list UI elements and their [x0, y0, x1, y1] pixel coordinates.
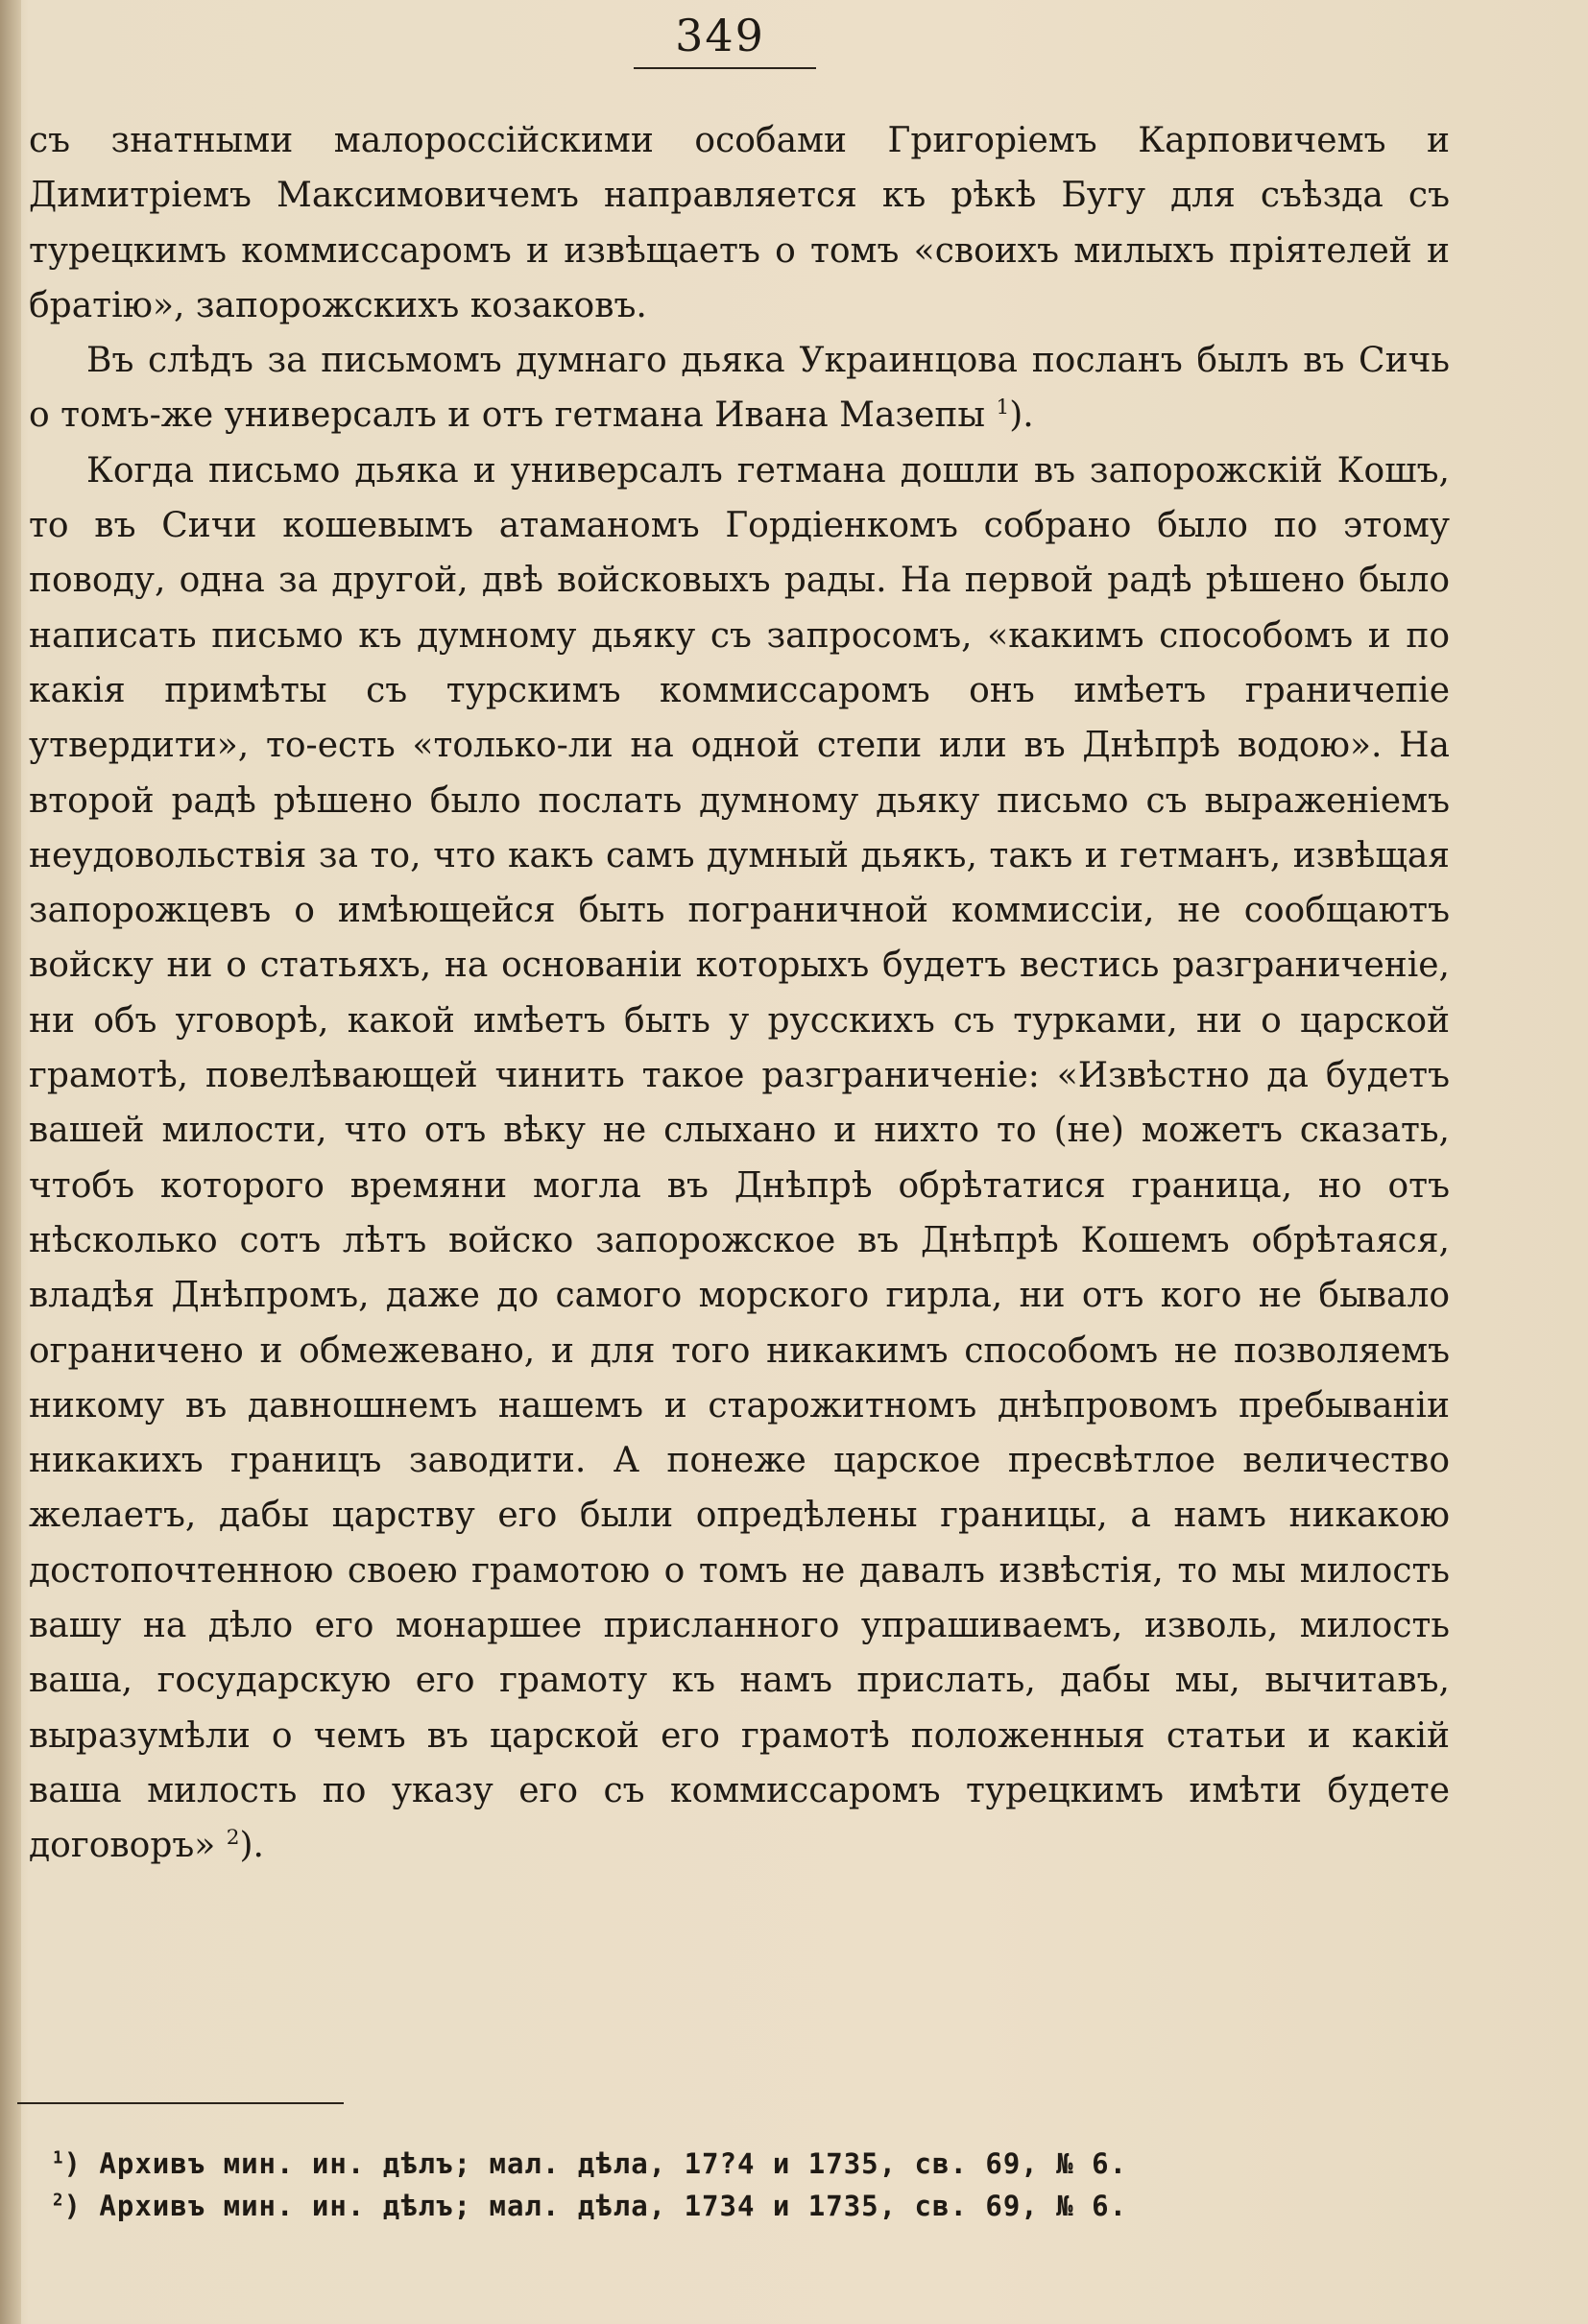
footnote-ref-1[interactable]: 1: [996, 395, 1010, 420]
page-number: 349: [675, 10, 765, 61]
footnote-text: ) Архивъ мин. ин. дѣлъ; мал. дѣла, 1734 и 1735, св. 69, № 6.: [63, 2190, 1128, 2222]
header-rule: [634, 67, 816, 69]
paragraph-2: [29, 333, 1450, 443]
footnote-mark: 1: [53, 2148, 64, 2168]
paragraph-1: [29, 113, 1450, 333]
paragraph-text: съ знатными малороссійскими особами Григоріемъ Карповичемъ и Димитріемъ Максимовичемъ направляется къ рѣкѣ Бугу для съѣзда съ турецкимъ коммиссаромъ и извѣщаетъ о томъ «своихъ милыхъ пріятелей и братію», запорожскихъ козаковъ.: [29, 121, 1450, 325]
paragraph-text-tail: ).: [239, 1826, 264, 1866]
footnote-mark: 2: [53, 2191, 64, 2211]
paragraph-text-tail: ).: [1009, 395, 1034, 436]
footnote-rule: [17, 2102, 344, 2104]
footnote-text: ) Архивъ мин. ин. дѣлъ; мал. дѣла, 17?4 и 1735, св. 69, № 6.: [63, 2147, 1128, 2180]
footnotes: [53, 2143, 1397, 2227]
body-text: [29, 113, 1450, 1874]
footnote-1: [53, 2143, 1397, 2185]
paragraph-text: Въ слѣдъ за письмомъ думнаго дьяка Украинцова посланъ былъ въ Сичь о томъ-же универсалъ и отъ гетмана Ивана Мазепы: [29, 341, 1450, 436]
paragraph-3: [29, 443, 1450, 1874]
paragraph-text: Когда письмо дьяка и универсалъ гетмана дошли въ запорожскій Кошъ, то въ Сичи кошевымъ атаманомъ Гордіенкомъ собрано было по этому поводу, одна за другой, двѣ войсковыхъ рады. На первой радѣ рѣшено было написать письмо къ думному дьяку съ запросомъ, «какимъ способомъ и по какія примѣты съ турскимъ коммиссаромъ онъ имѣетъ граничепіе утвердити», то-есть «только-ли на одной степи или въ Днѣпрѣ водою». На второй радѣ рѣшено было послать думному дьяку письмо съ выраженіемъ неудовольствія за то, что какъ самъ думный дьякъ, такъ и гетманъ, извѣщая запорожцевъ о имѣющейся быть пограничной коммиссіи, не сообщаютъ войску ни о статьяхъ, на основаніи которыхъ будетъ вестись разграниченіе, ни объ уговорѣ, какой имѣетъ быть у русскихъ съ турками, ни о царской грамотѣ, повелѣвающей чинить такое разграниченіе: «Извѣстно да будетъ вашей милости, что отъ вѣку не слыхано и нихто то (не) можетъ сказать, чтобъ которого времяни могла въ Днѣпрѣ обрѣтатися граница, но отъ нѣсколько сотъ лѣтъ войско запорожское въ Днѣпрѣ Кошемъ обрѣтаяся, владѣя Днѣпромъ, даже до самого морского гирла, ни отъ кого не бывало ограничено и обмежевано, и для того никакимъ способомъ не позволяемъ никому въ давношнемъ нашемъ и старожитномъ днѣпровомъ пребываніи никакихъ границъ заводити. А понеже царское пресвѣтлое величество желаетъ, дабы царству его были опредѣлены границы, а намъ никакою достопочтенною своею грамотою о томъ не давалъ извѣстія, то мы милость вашу на дѣло его монаршее присланного упрашиваемъ, изволь, милость ваша, государскую его грамоту къ намъ прислать, дабы мы, вычитавъ, выразумѣли о чемъ въ царской его грамотѣ положенныя статьи и какій ваша милость по указу его съ коммиссаромъ турецкимъ имѣти будете договоръ»: [29, 450, 1450, 1866]
page-binding-edge: [0, 0, 21, 2324]
footnote-2: [53, 2185, 1397, 2227]
footnote-ref-2[interactable]: 2: [226, 1826, 240, 1851]
